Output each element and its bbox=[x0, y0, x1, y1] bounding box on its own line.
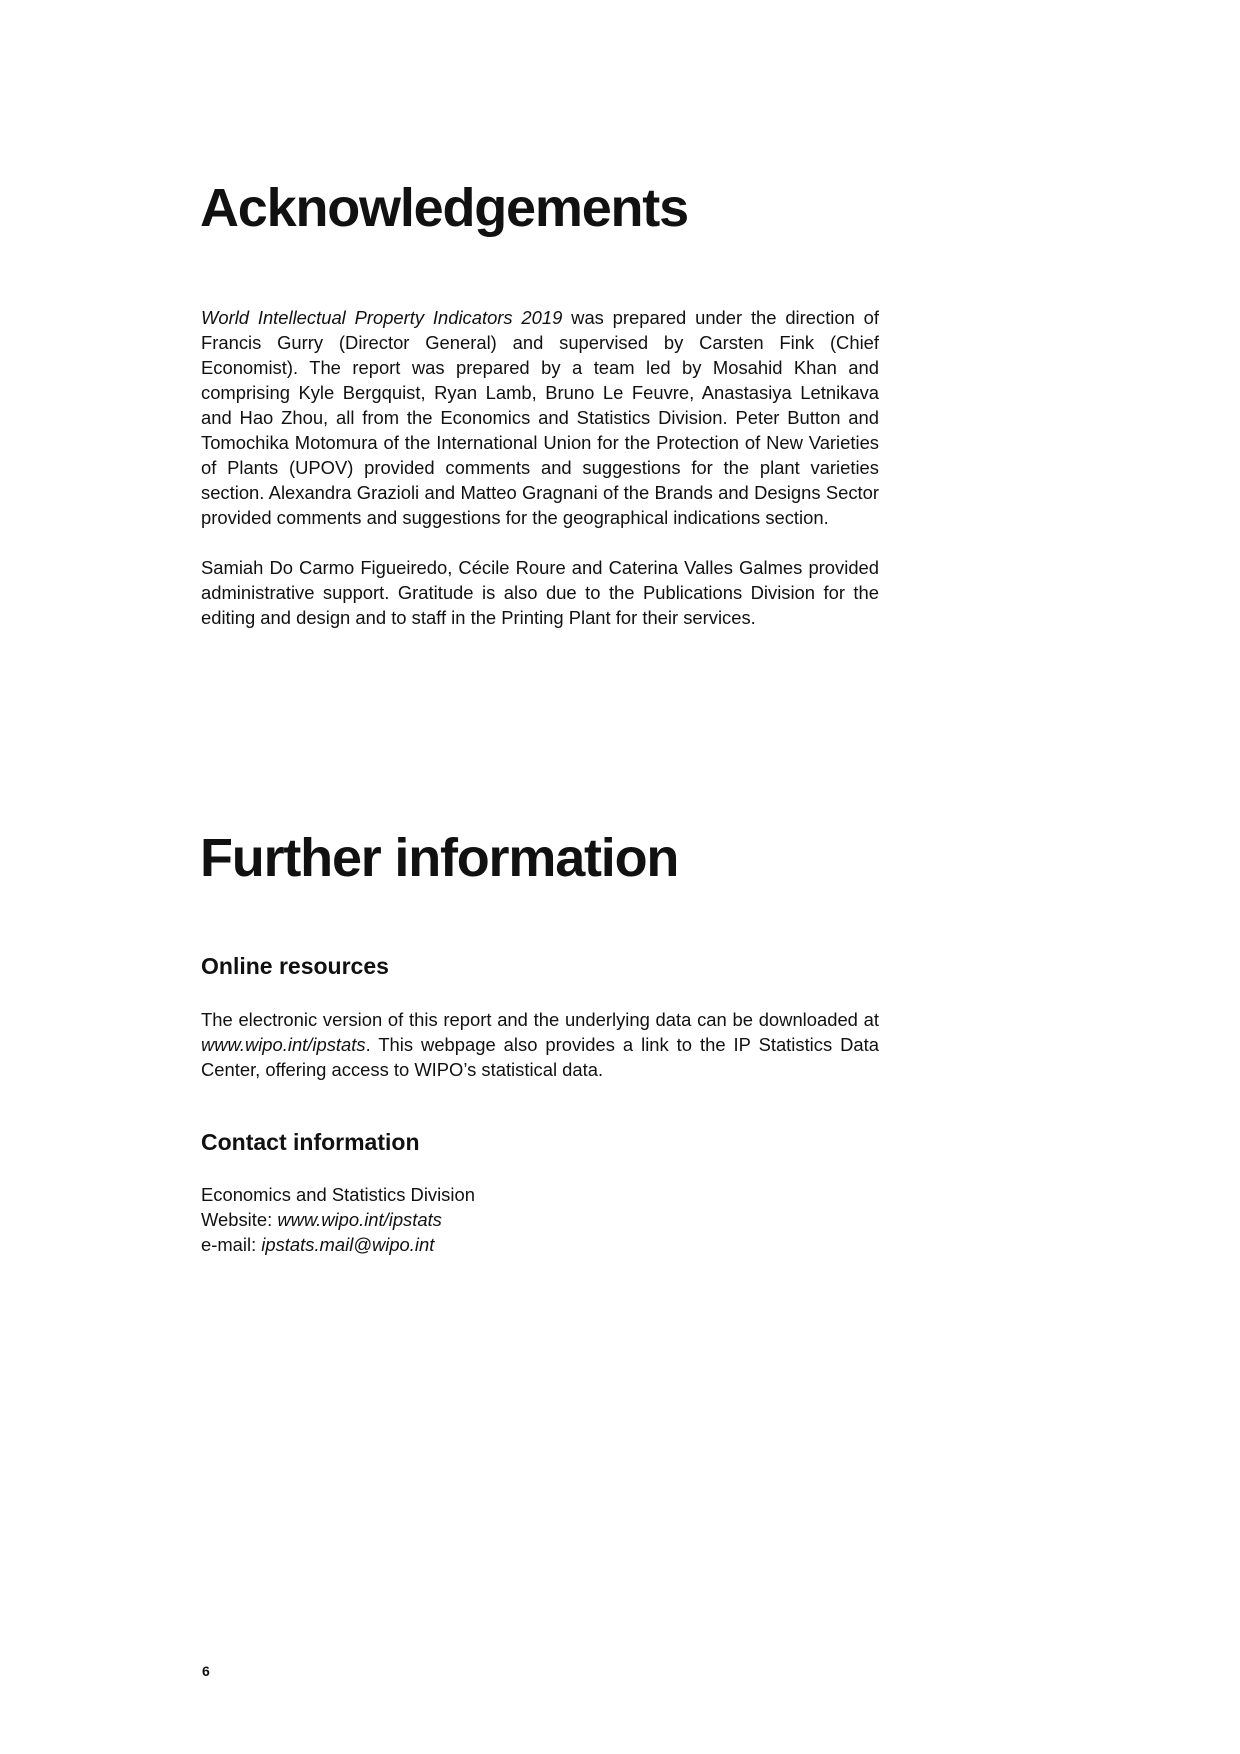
website-link[interactable]: www.wipo.int/ipstats bbox=[277, 1209, 442, 1230]
page-number: 6 bbox=[202, 1663, 210, 1679]
acknowledgements-paragraph-1-text: was prepared under the direction of Francis Gurry (Director General) and supervised by Carsten Fink (Chief Economist). The report was prepared by a team led by Mosahid Khan and comprising Kyle Bergquist, Ryan Lamb, Bruno Le Feuvre, Anastasiya Letnikava and Hao Zhou, all from the Economics and Statistics Division. Peter Button and Tomochika Motomura of the International Union for the Protection of New Varieties of Plants (UPOV) provided comments and suggestions for the plant varieties section. Alexandra Grazioli and Matteo Gragnani of the Brands and Designs Sector provided comments and suggestions for the geographical indications section. bbox=[201, 307, 879, 528]
online-resources-text-after: . This webpage also provides a link to the IP Statistics Data Center, offering access to WIPO’s statistical data. bbox=[201, 1034, 879, 1080]
acknowledgements-heading: Acknowledgements bbox=[200, 178, 688, 238]
online-resources-heading: Online resources bbox=[201, 953, 389, 979]
ipstats-link[interactable]: www.wipo.int/ipstats bbox=[201, 1034, 366, 1055]
email-link[interactable]: ipstats.mail@wipo.int bbox=[261, 1234, 435, 1255]
contact-email-line bbox=[201, 1232, 879, 1257]
acknowledgements-paragraph-2: Samiah Do Carmo Figueiredo, Cécile Roure and Caterina Valles Galmes provided administrative support. Gratitude is also due to the Publications Division for the editing and design and to staff in the Printing Plant for their services. bbox=[201, 557, 879, 628]
email-label: e-mail: bbox=[201, 1234, 262, 1255]
further-information-heading: Further information bbox=[200, 828, 679, 888]
contact-division: Economics and Statistics Division bbox=[201, 1184, 475, 1205]
website-label: Website: bbox=[201, 1209, 278, 1230]
contact-information-heading: Contact information bbox=[201, 1129, 420, 1155]
online-resources-paragraph bbox=[201, 1007, 879, 1082]
acknowledgements-paragraph-1 bbox=[201, 305, 879, 530]
contact-website-line bbox=[201, 1207, 879, 1232]
online-resources-text: The electronic version of this report and the underlying data can be downloaded at bbox=[201, 1009, 879, 1030]
contact-details bbox=[201, 1182, 879, 1257]
report-title: World Intellectual Property Indicators 2019 bbox=[201, 307, 563, 328]
